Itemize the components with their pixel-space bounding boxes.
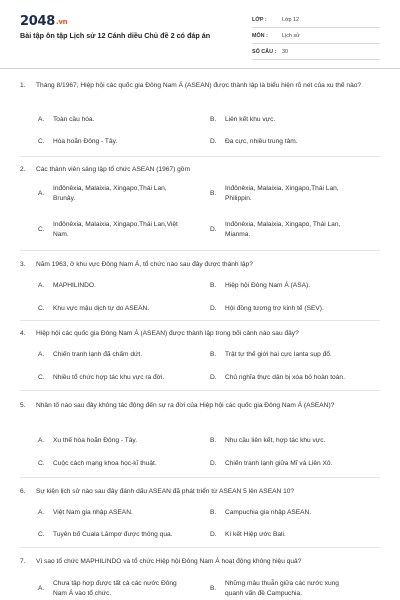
question-stem xyxy=(20,259,390,270)
option-letter: B. xyxy=(210,585,217,592)
option-letter: D. xyxy=(210,374,217,381)
meta-value: Lớp 12 xyxy=(282,16,300,23)
option-text: Trật tự thế giới hai cực Ianta sụp đổ. xyxy=(225,351,332,358)
option-letter: A. xyxy=(38,351,45,358)
option-b[interactable] xyxy=(210,579,355,599)
option-letter: D. xyxy=(210,305,217,312)
meta-key: LỚP : xyxy=(252,16,267,23)
option-letter: D. xyxy=(210,138,217,145)
option-d[interactable] xyxy=(210,459,395,469)
option-letter: C. xyxy=(38,305,45,312)
option-text: Chủ nghĩa thực dân bị xóa bỏ hoàn toàn. xyxy=(225,374,345,381)
option-letter: C. xyxy=(38,460,45,467)
option-d[interactable] xyxy=(210,373,395,383)
header-divider xyxy=(0,68,400,69)
question-text: Hiệp hội các quốc gia Đông Nam Á (ASEAN) được thành lập trong bối cảnh nào sau đây? xyxy=(36,330,299,337)
option-text: Hội đồng tương trợ kinh tế (SEV). xyxy=(225,305,324,312)
option-d[interactable] xyxy=(210,530,355,540)
option-c[interactable] xyxy=(38,137,183,147)
option-letter: D. xyxy=(210,226,217,233)
meta-value: 30 xyxy=(282,48,288,55)
question-number: 7. xyxy=(20,558,26,565)
option-b[interactable] xyxy=(210,508,355,518)
logo-text: 2048 xyxy=(20,14,55,29)
option-a[interactable] xyxy=(38,281,183,291)
option-text: Chưa tập hợp được tất cả các nước Đông Nam Á vào tổ chức. xyxy=(53,580,177,597)
question-text: Tháng 8/1967, Hiệp hội các quốc gia Đông Nam Á (ASEAN) được thành lập là biểu hiện rõ nét của xu thế nào? xyxy=(36,82,362,89)
site-logo[interactable] xyxy=(20,14,67,29)
question-stem xyxy=(20,486,390,497)
question-number: 2. xyxy=(20,166,26,173)
option-text: Nhiều tổ chức hợp tác khu vực ra đời. xyxy=(53,374,165,381)
question-divider xyxy=(20,320,380,321)
option-text: Inđônêxia, Malaixia, Xingapo,Thái Lan,Việt Nam. xyxy=(53,221,178,238)
question-text: Nhân tố nào sau đây không tác động đến sự ra đời của Hiệp hội các quốc gia Đông Nam Á (ASEAN)? xyxy=(36,402,335,409)
option-a[interactable] xyxy=(38,115,183,125)
meta-row-subject xyxy=(252,28,380,44)
option-b[interactable] xyxy=(210,350,395,360)
document-header xyxy=(0,0,400,66)
option-text: Việt Nam gia nhập ASEAN. xyxy=(53,509,133,516)
option-c[interactable] xyxy=(38,220,183,240)
question-divider xyxy=(20,547,380,548)
option-text: Campuchia gia nhập ASEAN. xyxy=(225,509,312,516)
option-b[interactable] xyxy=(210,436,395,446)
option-b[interactable] xyxy=(210,115,355,125)
meta-value: Lịch sử xyxy=(282,32,300,39)
option-text: Toàn cầu hóa. xyxy=(53,116,95,123)
option-c[interactable] xyxy=(38,459,208,469)
option-letter: C. xyxy=(38,531,45,538)
question-text: Vì sao tổ chức MAPHILINDO và tổ chức Hiệp hội Đông Nam Á hoạt động không hiệu quả? xyxy=(36,558,302,565)
meta-row-count xyxy=(252,44,380,60)
question-text: Các thành viên sáng lập tổ chức ASEAN (1967) gồm xyxy=(36,166,190,173)
question-divider xyxy=(20,477,380,478)
question-divider xyxy=(20,250,380,251)
option-letter: C. xyxy=(38,138,45,145)
option-text: Cuộc cách mạng khoa học-kĩ thuật. xyxy=(53,460,157,467)
option-d[interactable] xyxy=(210,137,355,147)
meta-table xyxy=(252,12,380,60)
option-text: Hiệp hội Đông Nam Á (ASA). xyxy=(225,282,311,289)
question-stem xyxy=(20,164,390,175)
option-b[interactable] xyxy=(210,184,355,204)
option-d[interactable] xyxy=(210,304,355,314)
option-a[interactable] xyxy=(38,436,183,446)
meta-key: MÔN : xyxy=(252,32,268,39)
option-letter: A. xyxy=(38,509,45,516)
option-text: Khu vực mậu dịch tự do ASEAN. xyxy=(53,305,150,312)
option-text: Chiến tranh lạnh đã chấm dứt. xyxy=(53,351,143,358)
option-a[interactable] xyxy=(38,350,183,360)
question-text: Sự kiện lịch sử nào sau đây đánh dấu ASEAN đã phát triển từ ASEAN 5 lên ASEAN 10? xyxy=(36,488,295,495)
question-number: 3. xyxy=(20,261,26,268)
option-letter: B. xyxy=(210,116,217,123)
option-text: Đa cực, nhiều trung tâm. xyxy=(225,138,298,145)
question-number: 4. xyxy=(20,330,26,337)
option-a[interactable] xyxy=(38,579,183,599)
question-stem xyxy=(20,556,390,567)
question-stem xyxy=(20,400,390,411)
option-letter: A. xyxy=(38,437,45,444)
option-text: Hòa hoãn Đông - Tây. xyxy=(53,138,118,145)
question-divider xyxy=(20,156,380,157)
option-letter: C. xyxy=(38,226,45,233)
question-stem xyxy=(20,328,390,339)
meta-row-class xyxy=(252,12,380,28)
option-letter: B. xyxy=(210,509,217,516)
document-title: Bài tập ôn tập Lịch sử 12 Cánh diều Chủ đề 2 có đáp án xyxy=(20,31,211,40)
option-text: Chiến tranh lạnh giữa Mĩ và Liên Xô. xyxy=(225,460,333,467)
question-divider xyxy=(20,390,380,391)
option-letter: B. xyxy=(210,190,217,197)
question-number: 1. xyxy=(20,82,26,89)
option-text: Inđônêxia, Malaixia, Xingapo,Thái Lan, Philippin. xyxy=(225,185,339,202)
option-letter: A. xyxy=(38,190,45,197)
option-text: Nhu cầu liên kết, hợp tác khu vực. xyxy=(225,437,326,444)
option-c[interactable] xyxy=(38,304,183,314)
question-stem xyxy=(20,80,390,91)
option-text: Inđônêxia, Malaixia, Xingapo,Thái Lan, Brunây. xyxy=(53,185,167,202)
option-letter: C. xyxy=(38,374,45,381)
option-letter: A. xyxy=(38,282,45,289)
option-letter: B. xyxy=(210,437,217,444)
question-number: 6. xyxy=(20,488,26,495)
option-text: Kí kết Hiệp ước Bali. xyxy=(225,531,286,538)
meta-key: SỐ CÂU : xyxy=(252,48,277,55)
option-a[interactable] xyxy=(38,184,183,204)
option-text: Tuyên bố Cuala Lămpơ được thông qua. xyxy=(53,531,173,538)
option-a[interactable] xyxy=(38,508,183,518)
option-text: Liên kết khu vực. xyxy=(225,116,276,123)
option-letter: A. xyxy=(38,585,45,592)
option-text: Những mâu thuẫn giữa các nước xung quanh vấn đề Campuchia. xyxy=(225,580,339,597)
option-letter: D. xyxy=(210,460,217,467)
option-d[interactable] xyxy=(210,220,355,240)
option-text: Xu thế hòa hoãn Đông - Tây. xyxy=(53,437,138,444)
question-text: Năm 1963, ở khu vực Đông Nam Á, tổ chức nào sau đây được thành lập? xyxy=(36,261,253,268)
logo-suffix: .vn xyxy=(55,18,68,26)
option-b[interactable] xyxy=(210,281,355,291)
option-c[interactable] xyxy=(38,373,208,383)
option-letter: B. xyxy=(210,351,217,358)
option-text: Inđônêxia, Malaixia, Xingapo, Thái Lan, Mianma. xyxy=(225,221,341,238)
option-letter: A. xyxy=(38,116,45,123)
option-letter: D. xyxy=(210,531,217,538)
option-letter: B. xyxy=(210,282,217,289)
option-c[interactable] xyxy=(38,530,208,540)
question-number: 5. xyxy=(20,402,26,409)
option-text: MAPHILINDO. xyxy=(53,282,96,289)
